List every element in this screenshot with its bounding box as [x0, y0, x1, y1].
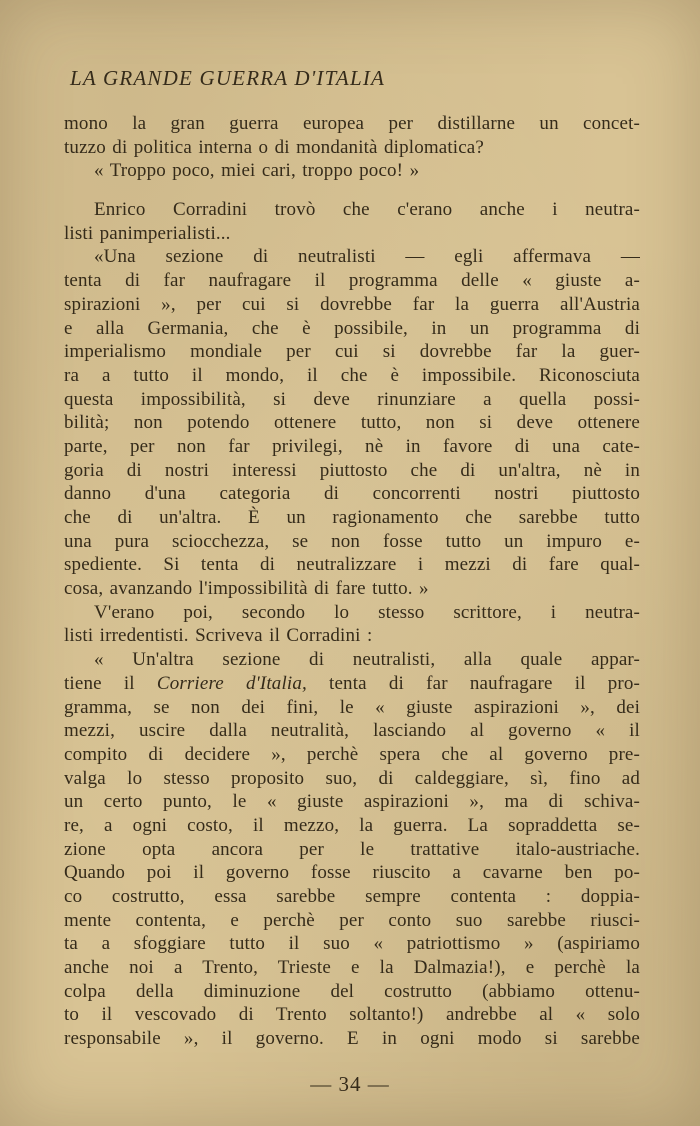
text-line: ta a sfoggiare tutto il suo « patriottismo » (aspiriamo — [64, 933, 640, 955]
text-line: imperialismo mondiale per cui si dovrebbe far la guer- — [64, 341, 640, 363]
text-line: cosa, avanzando l'impossibilità di fare tutto. » — [64, 578, 429, 600]
text-segment: tenta di far naufragare il pro- — [306, 672, 640, 694]
text-line — [64, 672, 640, 696]
text-line: parte, per non far privilegi, nè in favore di una cate- — [64, 435, 640, 457]
text-line: re, a ogni costo, il mezzo, la guerra. La sopraddetta se- — [64, 814, 640, 836]
page-body-text — [64, 112, 640, 1051]
text-line: « Un'altra sezione di neutralisti, alla quale appar- — [94, 649, 640, 671]
text-line: tenta di far naufragare il programma delle « giuste a- — [64, 270, 640, 292]
text-line: Enrico Corradini trovò che c'erano anche i neutra- — [94, 199, 640, 221]
text-line: «Una sezione di neutralisti — egli affermava — — [94, 246, 640, 268]
text-line: listi panimperialisti... — [64, 222, 231, 244]
text-line: mezzi, uscire dalla neutralità, lasciando al governo « il — [64, 720, 640, 742]
text-line: una pura sciocchezza, se non fosse tutto un impuro e- — [64, 530, 640, 552]
text-line: colpa della diminuzione del costrutto (abbiamo ottenu- — [64, 980, 640, 1002]
text-line: tuzzo di politica interna o di mondanità diplomatica? — [64, 136, 484, 158]
text-line: bilità; non potendo ottenere tutto, non si deve ottenere — [64, 412, 640, 434]
text-line: mono la gran guerra europea per distillarne un concet- — [64, 113, 640, 134]
page-header-title: LA GRANDE GUERRA D'ITALIA — [70, 66, 386, 90]
text-line: spirazioni », per cui si dovrebbe far la guerra all'Austria — [64, 293, 640, 315]
text-line: listi irredentisti. Scriveva il Corradini : — [64, 625, 373, 647]
text-line: che di un'altra. È un ragionamento che sarebbe tutto — [64, 507, 640, 528]
text-line: responsabile », il governo. E in ogni modo si sarebbe — [64, 1028, 640, 1050]
text-line: V'erano poi, secondo lo stesso scrittore, i neutra- — [94, 601, 640, 623]
text-line: « Troppo poco, miei cari, troppo poco! » — [94, 160, 420, 182]
text-line: goria di nostri interessi piuttosto che di un'altra, nè in — [64, 459, 640, 481]
text-line: e alla Germania, che è possibile, in un programma di — [64, 317, 640, 339]
text-line: valga lo stesso proposito suo, di caldeggiare, sì, fino ad — [64, 767, 640, 789]
italic-text-segment: Corriere d'Italia, — [156, 672, 307, 694]
text-line: Quando poi il governo fosse riuscito a cavarne ben po- — [64, 862, 640, 884]
text-line: questa impossibilità, si deve rinunziare a quella possi- — [64, 388, 640, 410]
text-line: to il vescovado di Trento soltanto!) andrebbe al « solo — [64, 1004, 640, 1026]
text-segment: tiene il — [64, 672, 157, 694]
page-number: — 34 — — [310, 1072, 390, 1096]
text-line: mente contenta, e perchè per conto suo sarebbe riusci- — [64, 909, 640, 931]
text-line: un certo punto, le « giuste aspirazioni », ma di schiva- — [64, 791, 640, 813]
text-line: compito di decidere », perchè spera che al governo pre- — [64, 743, 640, 765]
text-line: ra a tutto il mondo, il che è impossibile. Riconosciuta — [64, 364, 640, 386]
text-line: co costrutto, essa sarebbe sempre contenta : doppia- — [64, 886, 640, 907]
text-line: danno d'una categoria di concorrenti nostri piuttosto — [64, 483, 640, 505]
text-line: zione opta ancora per le trattative italo-austriache. — [64, 838, 640, 860]
text-line: gramma, se non dei fini, le « giuste aspirazioni », dei — [64, 696, 640, 718]
text-line: spediente. Si tenta di neutralizzare i mezzi di fare qual- — [64, 554, 640, 576]
text-line: anche noi a Trento, Trieste e la Dalmazia!), e perchè la — [64, 957, 640, 979]
